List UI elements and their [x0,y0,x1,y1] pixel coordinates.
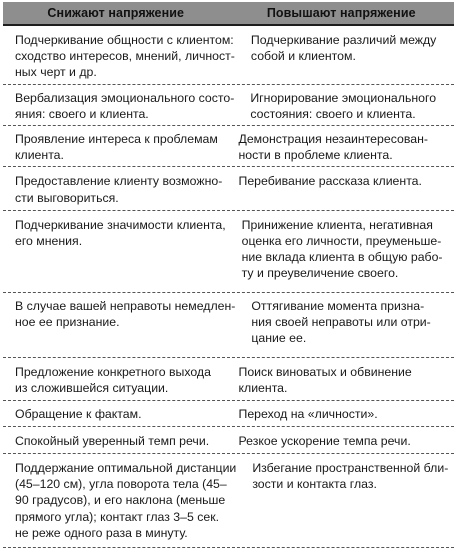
table-row [3,427,454,454]
cell-text-line: Подчеркивание различий между [250,33,437,47]
cell-reduce-tension [3,293,245,358]
cell-text-line: Игнорирование эмоционального [250,90,437,105]
table-row [3,293,454,359]
cell-reduce-tension [3,167,233,209]
cell-increase-tension [233,427,455,453]
cell-text-line: Оттягивание момента призна- [251,298,425,313]
cell-text-line: прямого угла); контакт глаз 3–5 сек. [15,509,219,524]
cell-text-line: ности в проблеме клиента. [238,148,393,163]
cell-text-line: Избегание пространственной бли- [252,461,449,476]
cell-reduce-tension [3,358,233,399]
cell-text-line: ту и преувеличение своего. [241,266,399,281]
cell-text-line: из сложившейся ситуации. [15,381,169,396]
cell-increase-tension [244,85,454,125]
cell-text-line: ние вклада клиента в общую рабо- [241,250,443,265]
header-increase-tension: Повышают напряжение [266,6,416,20]
cell-text-line: яния: своего и клиента. [15,106,149,121]
cell-text-line: состояния: своего и клиента. [250,106,416,121]
table-row [3,401,454,427]
cell-text-line: Резкое ускорение темпа речи. [238,433,411,448]
cell-reduce-tension [3,85,244,125]
cell-text-line: Вербализация эмоционального состо- [15,90,235,105]
cell-increase-tension [233,126,455,166]
cell-text-line: ния своей неправоты или отри- [251,314,431,329]
cell-text-line: его мнения. [15,234,83,249]
cell-text-line: Предложение конкретного выхода [15,365,211,380]
table-row [3,85,454,126]
table-row [3,358,454,400]
cell-reduce-tension [3,401,233,426]
cell-text-line: сходство интересов, мнений, личност- [15,49,235,64]
cell-increase-tension [245,293,454,358]
cell-text-line: Подчеркивание общности с клиентом: [15,33,234,47]
cell-text-line: зости и контакта глаз. [252,477,377,492]
cell-text-line: Обращение к фактам. [15,406,142,421]
cell-text-line: Проявление интереса к проблемам [15,132,218,147]
table-row [3,167,454,210]
cell-text-line: цание ее. [251,331,307,346]
cell-text-line: оценка его личности, преуменьше- [241,234,442,249]
comparison-table [3,2,454,548]
cell-text-line: клиента. [238,381,288,396]
cell-text-line: В случае вашей неправоты немедлен- [15,298,236,313]
cell-text-line: собой и клиентом. [250,49,356,64]
cell-increase-tension [233,401,455,426]
cell-text-line: Переход на «личности». [238,406,378,421]
table-row [3,126,454,167]
cell-text-line: (45–120 см), угла поворота тела (45– [15,477,227,492]
cell-text-line: ных черт и др. [15,65,97,80]
header-reduce-tension: Снижают напряжение [47,6,185,20]
table-body [3,26,454,548]
cell-increase-tension [246,454,456,547]
cell-reduce-tension [3,126,233,166]
cell-text-line: Подчеркивание значимости клиента, [15,217,226,232]
table-header [3,2,454,26]
cell-reduce-tension [3,211,236,292]
table-row [3,26,454,85]
cell-reduce-tension [3,427,233,453]
cell-text-line: Принижение клиента, негативная [241,217,433,232]
cell-increase-tension [236,211,454,292]
cell-text-line: не реже одного раза в минуту. [15,525,188,540]
cell-reduce-tension [3,454,246,547]
cell-increase-tension [233,167,455,209]
table-row [3,454,454,548]
cell-text-line: Поиск виноватых и обвинение [238,365,412,380]
cell-reduce-tension [3,26,245,84]
cell-text-line: ное ее признание. [15,314,120,329]
cell-text-line: Поддержание оптимальной дистанции [15,461,237,476]
cell-text-line: Демонстрация незаинтересован- [238,132,428,147]
cell-text-line: Перебивание рассказа клиента. [238,174,422,189]
cell-text-line: 90 градусов), и его наклона (меньше [15,493,226,508]
cell-increase-tension [233,358,455,399]
cell-text-line: сти выговориться. [15,190,119,205]
cell-text-line: Предоставление клиенту возможно- [15,174,223,189]
cell-increase-tension [245,26,454,84]
table-row [3,211,454,293]
cell-text-line: клиента. [15,148,64,163]
cell-text-line: Спокойный уверенный темп речи. [15,433,210,448]
